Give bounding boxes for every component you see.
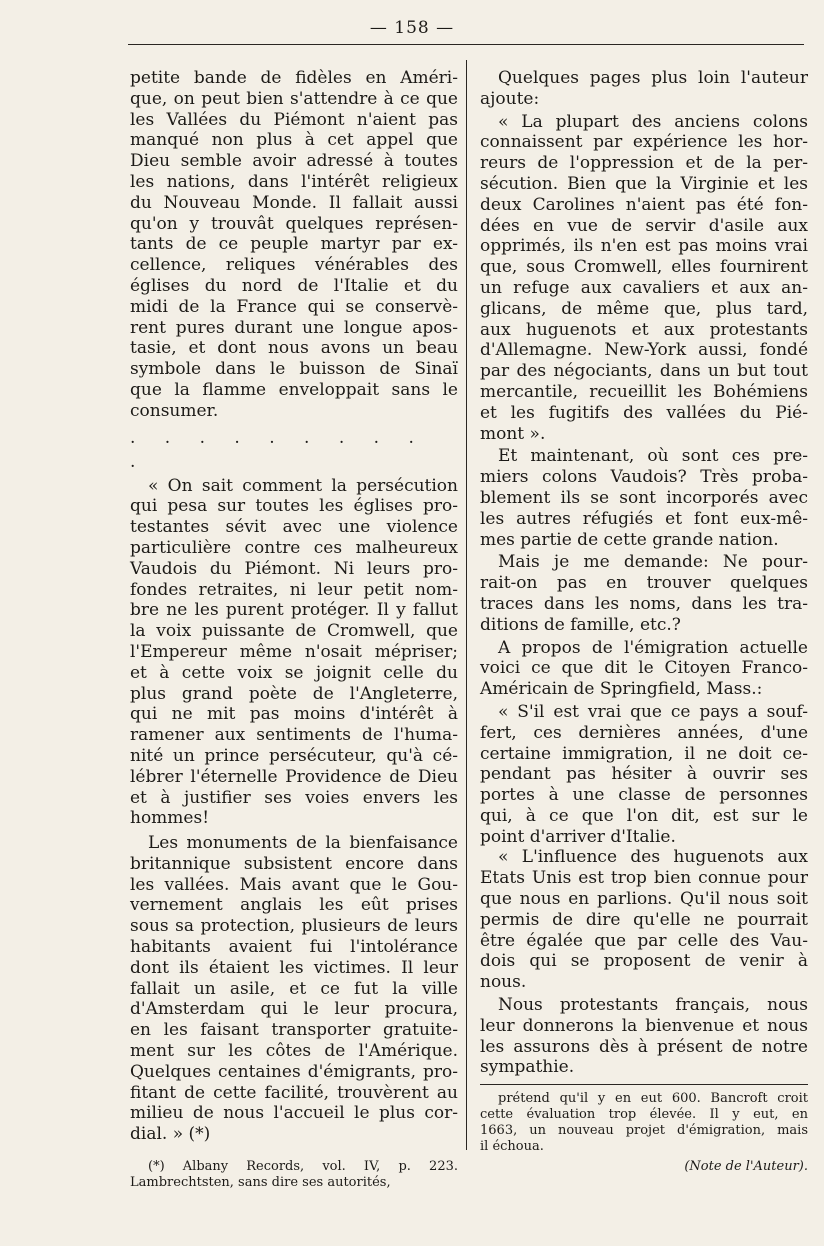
text-line: leur donnerons la bienvenue et nous xyxy=(480,1015,808,1036)
text-line: fert, ces dernières années, d'une xyxy=(480,722,808,743)
text-line: que, sous Cromwell, elles fournirent xyxy=(480,257,808,278)
text-line: les vallées. Mais avant que le Gou- xyxy=(130,874,458,895)
text-line: Les monuments de la bienfaisance xyxy=(148,833,458,854)
text-line: Nous protestants français, nous xyxy=(498,995,808,1016)
footnote-line: prétend qu'il y en eut 600. Bancroft croit xyxy=(498,1091,808,1107)
text-line: britannique subsistent encore dans xyxy=(130,853,458,874)
text-line: dont ils étaient les victimes. Il leur xyxy=(130,957,458,978)
text-line: sécution. Bien que la Virginie et les xyxy=(480,173,808,194)
text-line: sympathie. xyxy=(480,1057,575,1078)
text-line: qui ne mit pas moins d'intérêt à xyxy=(130,704,458,725)
text-line: Et maintenant, où sont ces pre- xyxy=(498,446,808,467)
text-line: « L'influence des huguenots aux xyxy=(498,847,808,868)
text-line: glicans, de même que, plus tard, xyxy=(480,298,808,319)
text-line: dées en vue de servir d'asile aux xyxy=(480,215,808,236)
text-line: tants de ce peuple martyr par ex- xyxy=(130,234,458,255)
text-line: habitants avaient fui l'intolérance xyxy=(130,937,458,958)
text-line: ment sur les côtes de l'Amérique. xyxy=(130,1041,458,1062)
text-line: midi de la France qui se conservè- xyxy=(130,296,458,317)
text-line: « La plupart des anciens colons xyxy=(498,111,808,132)
text-line: ditions de famille, etc.? xyxy=(480,614,681,635)
text-line: que, on peut bien s'attendre à ce que xyxy=(130,88,458,109)
text-line: « On sait comment la persécution xyxy=(148,475,458,496)
text-line: petite bande de fidèles en Améri- xyxy=(130,68,458,88)
text-line: la voix puissante de Cromwell, que xyxy=(130,621,458,642)
left-paragraph-2 xyxy=(130,476,458,830)
text-line: nous. xyxy=(480,972,527,993)
text-line: du Nouveau Monde. Il fallait aussi xyxy=(130,192,458,213)
text-line: qui, à ce que l'on dit, est sur le xyxy=(480,805,808,826)
right-paragraph-6 xyxy=(480,702,808,848)
text-line: Etats Unis est trop bien connue pour xyxy=(480,868,808,889)
left-paragraph-3 xyxy=(130,833,458,1145)
text-line: et à cette voix se joignit celle du xyxy=(130,662,458,683)
text-line: et à justifier ses voies envers les xyxy=(130,787,458,808)
footnote-rule xyxy=(480,1084,808,1085)
text-line: point d'arriver d'Italie. xyxy=(480,826,676,847)
text-line: deux Carolines n'aient pas été fon- xyxy=(480,194,808,215)
text-line: mes partie de cette grande nation. xyxy=(480,529,779,550)
text-line: les nations, dans l'intérêt religieux xyxy=(130,171,458,192)
text-line: portes à une classe de personnes xyxy=(480,785,808,806)
text-line: être égalée que par celle des Vau- xyxy=(480,930,808,951)
text-line: tasie, et dont nous avons un beau xyxy=(130,338,458,359)
text-line: en les faisant transporter gratuite- xyxy=(130,1020,458,1041)
right-paragraph-7 xyxy=(480,847,808,993)
text-line: plus grand poète de l'Angleterre, xyxy=(130,683,458,704)
text-line: et les fugitifs des vallées du Pié- xyxy=(480,402,808,423)
text-line: Quelques pages plus loin l'auteur xyxy=(498,68,808,88)
text-line: traces dans les noms, dans les tra- xyxy=(480,593,808,614)
text-line: reurs de l'oppression et de la per- xyxy=(480,153,808,174)
page-number: — 158 — xyxy=(369,18,455,38)
text-line: certaine immigration, il ne doit ce- xyxy=(480,743,808,764)
text-line: blement ils se sont incorporés avec xyxy=(480,487,808,508)
text-line: Vaudois du Piémont. Ni leurs pro- xyxy=(130,558,458,579)
right-column xyxy=(480,68,808,1175)
text-line: pendant pas hésiter à ouvrir ses xyxy=(480,764,808,785)
text-line: testantes sévit avec une violence xyxy=(130,517,458,538)
right-footnote xyxy=(480,1091,808,1155)
text-line: fitant de cette facilité, trouvèrent au xyxy=(130,1082,458,1103)
left-footnote xyxy=(130,1159,458,1191)
text-line: connaissent par expérience les hor- xyxy=(480,132,808,153)
text-line: qu'on y trouvât quelques représen- xyxy=(130,213,458,234)
right-paragraph-5 xyxy=(480,638,808,700)
text-line: les autres réfugiés et font eux-mê- xyxy=(480,508,808,529)
footnote-line: Lambrechtsten, sans dire ses autorités, xyxy=(130,1175,391,1191)
text-line: ajoute: xyxy=(480,88,540,109)
right-paragraph-8 xyxy=(480,995,808,1078)
ellipsis-dots: . . . . . . . . . . xyxy=(130,427,426,472)
text-line: d'Allemagne. New-York aussi, fondé xyxy=(480,340,808,361)
text-line: miers colons Vaudois? Très proba- xyxy=(480,467,808,488)
text-line: rait-on pas en trouver quelques xyxy=(480,573,808,594)
text-line: que la flamme enveloppait sans le xyxy=(130,379,458,400)
text-line: fallait un asile, et ce fut la ville xyxy=(130,978,458,999)
text-line: mercantile, recueillit les Bohémiens xyxy=(480,381,808,402)
text-line: cellence, reliques vénérables des xyxy=(130,255,458,276)
text-line: Dieu semble avoir adressé à toutes xyxy=(130,151,458,172)
text-line: mont ». xyxy=(480,423,546,444)
right-paragraph-3 xyxy=(480,446,808,550)
right-paragraph-1 xyxy=(480,68,808,110)
text-line: aux huguenots et aux protestants xyxy=(480,319,808,340)
text-line: lébrer l'éternelle Providence de Dieu xyxy=(130,766,458,787)
text-line: opprimés, ils n'en est pas moins vrai xyxy=(480,236,808,257)
footnote-line: cette évaluation trop élevée. Il y eut, en xyxy=(480,1107,808,1123)
text-line: Mais je me demande: Ne pour- xyxy=(498,552,808,573)
right-paragraph-4 xyxy=(480,552,808,635)
left-paragraph-1 xyxy=(130,68,458,422)
text-line: voici ce que dit le Citoyen Franco- xyxy=(480,658,808,679)
text-line: les Vallées du Piémont n'aient pas xyxy=(130,109,458,130)
text-line: qui pesa sur toutes les églises pro- xyxy=(130,496,458,517)
header-rule xyxy=(128,44,804,45)
text-line: sous sa protection, plusieurs de leurs xyxy=(130,916,458,937)
text-line: d'Amsterdam qui le leur procura, xyxy=(130,999,458,1020)
left-column xyxy=(130,68,458,1191)
footnote-line: (*) Albany Records, vol. IV, p. 223. xyxy=(148,1159,458,1175)
text-line: « S'il est vrai que ce pays a souf- xyxy=(498,701,808,722)
text-line: A propos de l'émigration actuelle xyxy=(498,637,808,658)
text-line: par des négociants, dans un but tout xyxy=(480,361,808,382)
text-line: rent pures durant une longue apos- xyxy=(130,317,458,338)
text-line: fondes retraites, ni leur petit nom- xyxy=(130,579,458,600)
text-line: les assurons dès à présent de notre xyxy=(480,1036,808,1057)
text-line: l'Empereur même n'osait mépriser; xyxy=(130,641,458,662)
footnote-line: il échoua. xyxy=(480,1139,544,1155)
text-line: vernement anglais les eût prises xyxy=(130,895,458,916)
text-line: particulière contre ces malheureux xyxy=(130,537,458,558)
footnote-attribution: (Note de l'Auteur). xyxy=(684,1159,808,1175)
column-divider xyxy=(466,60,467,1150)
text-line: que nous en parlions. Qu'il nous soit xyxy=(480,889,808,910)
text-line: manqué non plus à cet appel que xyxy=(130,130,458,151)
text-line: bre ne les purent protéger. Il y fallut xyxy=(130,600,458,621)
text-line: Quelques centaines d'émigrants, pro- xyxy=(130,1061,458,1082)
text-line: milieu de nous l'accueil le plus cor- xyxy=(130,1103,458,1124)
text-line: Américain de Springfield, Mass.: xyxy=(480,679,763,700)
text-line: dois qui se proposent de venir à xyxy=(480,951,808,972)
text-line: consumer. xyxy=(130,400,219,421)
right-paragraph-2 xyxy=(480,112,808,445)
text-line: symbole dans le buisson de Sinaï xyxy=(130,359,458,380)
text-line: hommes! xyxy=(130,808,210,829)
footnote-line: 1663, un nouveau projet d'émigration, mais xyxy=(480,1123,808,1139)
text-line: ramener aux sentiments de l'huma- xyxy=(130,725,458,746)
text-line: églises du nord de l'Italie et du xyxy=(130,275,458,296)
text-line: dial. » (*) xyxy=(130,1124,211,1145)
text-line: nité un prince persécuteur, qu'à cé- xyxy=(130,745,458,766)
text-line: permis de dire qu'elle ne pourrait xyxy=(480,909,808,930)
text-line: un refuge aux cavaliers et aux an- xyxy=(480,277,808,298)
